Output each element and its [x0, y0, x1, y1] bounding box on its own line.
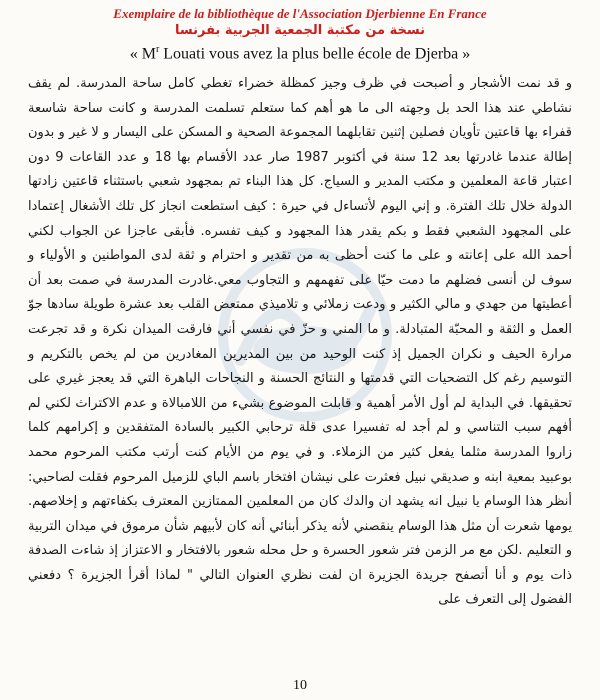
memoir-paragraph: و قد نمت الأشجار و أصبحت في ظرف وجيز كمظلة خضراء تغطي كامل ساحة المدرسة. لم يقف نشاطي عند هذا الحد بل وجهته الى ما هو أهم كما ستعلم تسلمت المدرسة و كانت ساحة شاسعة قفراء بها قاعتين تأويان فصلين إثنين تقابلهما المجموعة الصحية و المسكن على اليسار و لا غير و بدون إطالة عندما غادرتها بعد 12 سنة في أكتوبر 1987 صار عدد الأقسام بها 18 و عدد القاعات 9 دون اعتبار قاعة المعلمين و مكتب المدير و السياج. كل هذا البناء تم بمجهود شعبي باستثناء قاعتين زادتها الدولة خلال تلك الفترة. و إني اليوم لأتساءل في حيرة : كيف استطعت انجاز كل تلك الأشغال إعتمادا على المجهود الشعبي فقط و بكم يقدر هذا المجهود و كيف تفسره. فأبقى عاجزا عن الجواب لكني أحمد الله على إعانته و على ما كنت أحظى به من تقدير و احترام و ثقة لدى المواطنين و الأولياء و سوف لن أنسى فضلهم ما دمت حيّا على تفهمهم و التجاوب معي.غادرت المدرسة في صمت بعد أن أعطيتها من جهدي و مالي الكثير و ودعت زملائي و تلاميذي ممتعض القلب بعد عشرة طويلة سادها جوّ العمل و الثقة و المحبّة المتبادلة. و ما المني و حزّ في نفسي أني فارقت الميدان نكرة و قد تجرعت مرارة الحيف و نكران الجميل إذ كنت الوحيد من بين المديرين المغادرين من لم يخص بالتكريم و التوسيم رغم كل التضحيات التي قدمتها و النتائج الحسنة و النجاحات الباهرة التي قد يعجز غيري على تحقيقها. في البداية لم أول الأمر أهمية و قابلت الموضوع بشيء من اللامبالاة و عدم الاكتراث لكني لم أفهم سبب التناسي و لم أجد له تفسيرا عدى قلة ترحابي الكبير بالسادة المتفقدين و إكرامهم كلما زاروا المدرسة مثلما يفعل كثير من الزملاء. و في يوم من الأيام كنت أرتب مكتب المرحوم محمد بوعبيد بمعية ابنه و صديقي نبيل فعثرت على نيشان افتخار باسم الباي للزميل المرحوم فقلت لصاحبي: أنظر هذا الوسام يا نبيل انه يشهد ان والدك كان من المعلمين الممتازين المعترف بكفاءتهم و إخلاصهم. يومها شعرت أن مثل هذا الوسام ينقصني لأنه يذكر أبنائي أنه كان لأبيهم شأن مرموق في ميدان التربية و التعليم .لكن مع مر الزمن فتر شعور الحسرة و حل محله شعور بالافتخار و الاعتزاز إذ شاءت الصدفة ذات يوم و أنا أتصفح جريدة الجزيرة ان لفت نظري العنوان التالي " لماذا أقرأ الجزيرة ؟ دفعني الفضول إلى التعرف على [28, 76, 572, 608]
quote-title [0, 44, 600, 63]
page-number: 10 [293, 678, 307, 693]
quote-title-rest: Louati vous avez la plus belle école de Djerba » [159, 45, 471, 63]
memoir-text [28, 72, 572, 613]
copy-notice-french: Exemplaire de la bibliothèque de l'Association Djerbienne En France [113, 6, 487, 21]
copy-notice-arabic: نسخة من مكتبة الجمعية الجربية بفرنسا [175, 23, 425, 38]
quote-title-sup: r [155, 44, 160, 55]
library-copy-notice [0, 6, 600, 39]
quote-title-prefix: « M [129, 45, 156, 63]
